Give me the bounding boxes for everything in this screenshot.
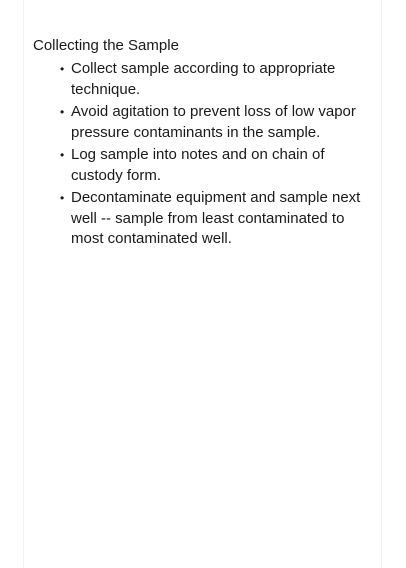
bullet-item xyxy=(61,59,378,100)
page-edge-left xyxy=(23,0,24,568)
section-heading: Collecting the Sample xyxy=(33,37,179,54)
bullet-text: Log sample into notes and on chain of custody form. xyxy=(71,146,325,184)
bullet-text: Avoid agitation to prevent loss of low vapor pressure contaminants in the sample. xyxy=(71,103,356,141)
slide-content xyxy=(33,36,378,252)
bullet-mark: • xyxy=(60,148,65,162)
bullet-text: Decontaminate equipment and sample next well -- sample from least contaminated to most contaminated well. xyxy=(71,189,361,247)
bullet-item xyxy=(61,145,378,186)
bullet-mark: • xyxy=(60,62,65,76)
bullet-text: Collect sample according to appropriate technique. xyxy=(71,60,336,98)
bullet-item xyxy=(61,102,378,143)
bullet-mark: • xyxy=(60,191,65,205)
bullet-item xyxy=(61,188,378,250)
bullet-list xyxy=(33,59,378,250)
page-edge-right xyxy=(381,0,382,568)
bullet-mark: • xyxy=(60,105,65,119)
